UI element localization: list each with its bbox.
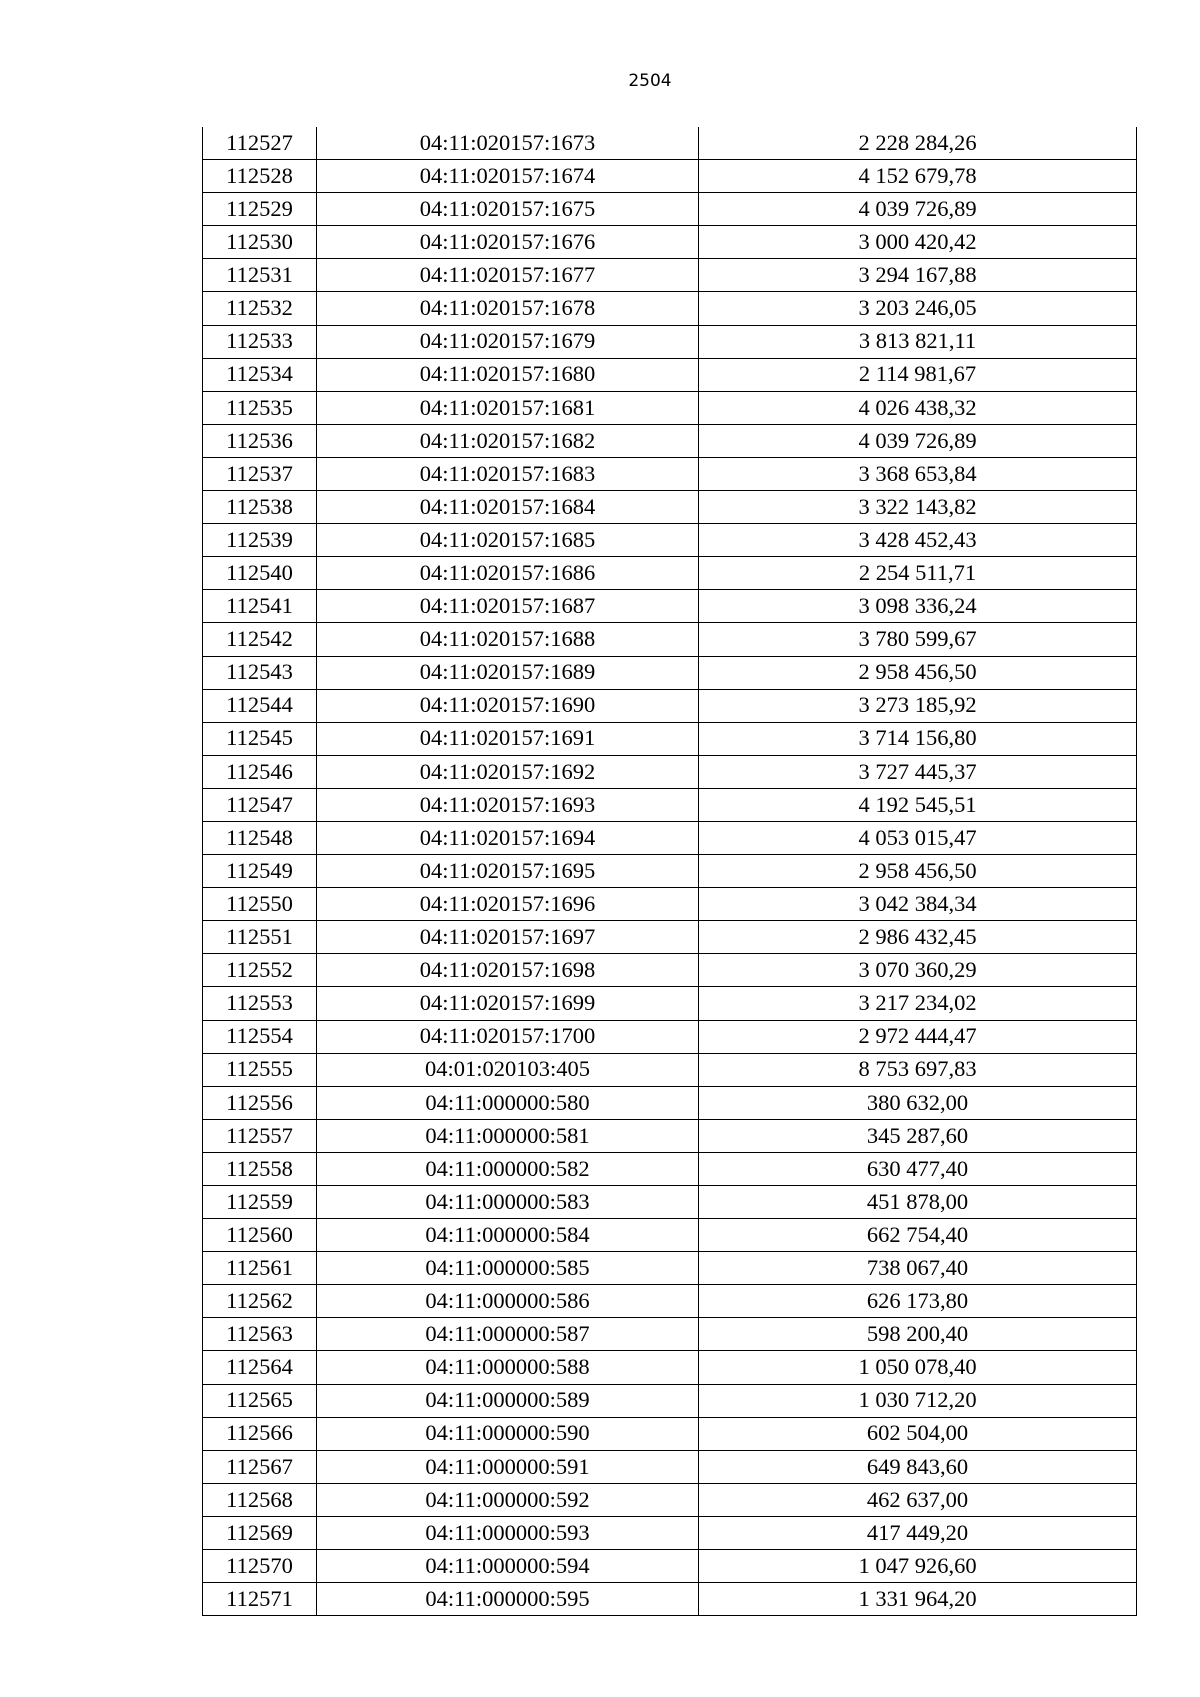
table-row [203, 226, 1137, 259]
cadastral-value-cell: 4 152 679,78 [699, 160, 1137, 193]
cadastral-value-cell: 3 714 156,80 [699, 722, 1137, 755]
cadastral-number-cell: 04:11:020157:1682 [317, 424, 699, 457]
cadastral-value-cell: 3 428 452,43 [699, 524, 1137, 557]
cadastral-value-cell: 3 273 185,92 [699, 689, 1137, 722]
row-number-cell: 112542 [203, 623, 317, 656]
cadastral-value-cell: 462 637,00 [699, 1483, 1137, 1516]
table-row [203, 855, 1137, 888]
cadastral-value-cell: 4 026 438,32 [699, 391, 1137, 424]
cadastral-value-cell: 3 813 821,11 [699, 325, 1137, 358]
cadastral-number-cell: 04:11:020157:1691 [317, 722, 699, 755]
row-number-cell: 112567 [203, 1450, 317, 1483]
cadastral-value-cell: 3 000 420,42 [699, 226, 1137, 259]
row-number-cell: 112531 [203, 259, 317, 292]
cadastral-number-cell: 04:11:020157:1696 [317, 888, 699, 921]
table-row [203, 1417, 1137, 1450]
row-number-cell: 112541 [203, 590, 317, 623]
cadastral-number-cell: 04:11:020157:1673 [317, 127, 699, 160]
row-number-cell: 112552 [203, 954, 317, 987]
row-number-cell: 112562 [203, 1285, 317, 1318]
table-row [203, 127, 1137, 160]
cadastral-value-cell: 2 972 444,47 [699, 1020, 1137, 1053]
table-row [203, 424, 1137, 457]
cadastral-number-cell: 04:11:020157:1678 [317, 292, 699, 325]
row-number-cell: 112560 [203, 1219, 317, 1252]
cadastral-value-cell: 4 192 545,51 [699, 788, 1137, 821]
row-number-cell: 112570 [203, 1550, 317, 1583]
row-number-cell: 112530 [203, 226, 317, 259]
table-row [203, 292, 1137, 325]
row-number-cell: 112532 [203, 292, 317, 325]
cadastral-number-cell: 04:11:020157:1695 [317, 855, 699, 888]
row-number-cell: 112551 [203, 921, 317, 954]
table-row [203, 1450, 1137, 1483]
cadastral-number-cell: 04:11:020157:1677 [317, 259, 699, 292]
table-row [203, 623, 1137, 656]
cadastral-value-cell: 649 843,60 [699, 1450, 1137, 1483]
cadastral-value-cell: 3 217 234,02 [699, 987, 1137, 1020]
cadastral-number-cell: 04:11:000000:587 [317, 1318, 699, 1351]
row-number-cell: 112555 [203, 1053, 317, 1086]
cadastral-number-cell: 04:11:000000:592 [317, 1483, 699, 1516]
cadastral-number-cell: 04:11:000000:580 [317, 1086, 699, 1119]
row-number-cell: 112565 [203, 1384, 317, 1417]
cadastral-number-cell: 04:11:020157:1679 [317, 325, 699, 358]
row-number-cell: 112554 [203, 1020, 317, 1053]
cadastral-value-cell: 662 754,40 [699, 1219, 1137, 1252]
row-number-cell: 112529 [203, 193, 317, 226]
table-row [203, 1516, 1137, 1549]
table-row [203, 457, 1137, 490]
row-number-cell: 112563 [203, 1318, 317, 1351]
cadastral-value-cell: 3 203 246,05 [699, 292, 1137, 325]
cadastral-value-table [202, 127, 1137, 1616]
cadastral-number-cell: 04:11:020157:1699 [317, 987, 699, 1020]
table-row [203, 821, 1137, 854]
row-number-cell: 112549 [203, 855, 317, 888]
cadastral-value-cell: 2 986 432,45 [699, 921, 1137, 954]
cadastral-value-cell: 3 727 445,37 [699, 755, 1137, 788]
cadastral-value-cell: 1 050 078,40 [699, 1351, 1137, 1384]
cadastral-number-cell: 04:11:020157:1692 [317, 755, 699, 788]
row-number-cell: 112543 [203, 656, 317, 689]
table-row [203, 1086, 1137, 1119]
cadastral-value-cell: 1 030 712,20 [699, 1384, 1137, 1417]
row-number-cell: 112527 [203, 127, 317, 160]
table-row [203, 1119, 1137, 1152]
table-row [203, 259, 1137, 292]
row-number-cell: 112557 [203, 1119, 317, 1152]
cadastral-number-cell: 04:11:000000:584 [317, 1219, 699, 1252]
table-row [203, 391, 1137, 424]
cadastral-number-cell: 04:01:020103:405 [317, 1053, 699, 1086]
cadastral-value-cell: 3 368 653,84 [699, 457, 1137, 490]
row-number-cell: 112528 [203, 160, 317, 193]
table-body [203, 127, 1137, 1616]
table-row [203, 524, 1137, 557]
cadastral-number-cell: 04:11:020157:1697 [317, 921, 699, 954]
cadastral-value-cell: 345 287,60 [699, 1119, 1137, 1152]
row-number-cell: 112544 [203, 689, 317, 722]
row-number-cell: 112536 [203, 424, 317, 457]
page-number: 2504 [628, 71, 672, 91]
row-number-cell: 112566 [203, 1417, 317, 1450]
row-number-cell: 112548 [203, 821, 317, 854]
table-row [203, 160, 1137, 193]
cadastral-value-cell: 1 331 964,20 [699, 1583, 1137, 1616]
cadastral-value-cell: 451 878,00 [699, 1186, 1137, 1219]
cadastral-number-cell: 04:11:000000:594 [317, 1550, 699, 1583]
cadastral-value-cell: 602 504,00 [699, 1417, 1137, 1450]
cadastral-value-cell: 3 042 384,34 [699, 888, 1137, 921]
cadastral-value-cell: 3 780 599,67 [699, 623, 1137, 656]
row-number-cell: 112540 [203, 557, 317, 590]
cadastral-value-cell: 630 477,40 [699, 1152, 1137, 1185]
row-number-cell: 112559 [203, 1186, 317, 1219]
cadastral-value-cell: 3 070 360,29 [699, 954, 1137, 987]
row-number-cell: 112568 [203, 1483, 317, 1516]
cadastral-number-cell: 04:11:020157:1700 [317, 1020, 699, 1053]
cadastral-number-cell: 04:11:020157:1687 [317, 590, 699, 623]
cadastral-number-cell: 04:11:020157:1680 [317, 358, 699, 391]
row-number-cell: 112539 [203, 524, 317, 557]
cadastral-number-cell: 04:11:020157:1694 [317, 821, 699, 854]
row-number-cell: 112571 [203, 1583, 317, 1616]
cadastral-value-cell: 598 200,40 [699, 1318, 1137, 1351]
table-row [203, 722, 1137, 755]
cadastral-number-cell: 04:11:000000:581 [317, 1119, 699, 1152]
row-number-cell: 112556 [203, 1086, 317, 1119]
cadastral-number-cell: 04:11:020157:1681 [317, 391, 699, 424]
table-row [203, 656, 1137, 689]
table-row [203, 1186, 1137, 1219]
cadastral-value-cell: 2 114 981,67 [699, 358, 1137, 391]
cadastral-value-cell: 1 047 926,60 [699, 1550, 1137, 1583]
row-number-cell: 112545 [203, 722, 317, 755]
row-number-cell: 112550 [203, 888, 317, 921]
table-row [203, 325, 1137, 358]
table-row [203, 1053, 1137, 1086]
table-row [203, 1219, 1137, 1252]
row-number-cell: 112569 [203, 1516, 317, 1549]
cadastral-number-cell: 04:11:020157:1690 [317, 689, 699, 722]
cadastral-value-cell: 2 254 511,71 [699, 557, 1137, 590]
table-row [203, 193, 1137, 226]
table-row [203, 358, 1137, 391]
cadastral-value-cell: 380 632,00 [699, 1086, 1137, 1119]
table-row [203, 888, 1137, 921]
cadastral-value-cell: 626 173,80 [699, 1285, 1137, 1318]
cadastral-number-cell: 04:11:000000:586 [317, 1285, 699, 1318]
table-row [203, 954, 1137, 987]
row-number-cell: 112564 [203, 1351, 317, 1384]
row-number-cell: 112537 [203, 457, 317, 490]
row-number-cell: 112533 [203, 325, 317, 358]
table-row [203, 1285, 1137, 1318]
cadastral-value-cell: 3 294 167,88 [699, 259, 1137, 292]
cadastral-number-cell: 04:11:020157:1698 [317, 954, 699, 987]
cadastral-value-cell: 738 067,40 [699, 1252, 1137, 1285]
cadastral-number-cell: 04:11:000000:589 [317, 1384, 699, 1417]
cadastral-number-cell: 04:11:020157:1676 [317, 226, 699, 259]
row-number-cell: 112534 [203, 358, 317, 391]
row-number-cell: 112558 [203, 1152, 317, 1185]
cadastral-value-cell: 4 053 015,47 [699, 821, 1137, 854]
cadastral-number-cell: 04:11:000000:588 [317, 1351, 699, 1384]
cadastral-number-cell: 04:11:020157:1683 [317, 457, 699, 490]
table-row [203, 1351, 1137, 1384]
cadastral-number-cell: 04:11:020157:1693 [317, 788, 699, 821]
table-row [203, 557, 1137, 590]
table-row [203, 755, 1137, 788]
cadastral-value-cell: 2 958 456,50 [699, 656, 1137, 689]
cadastral-value-cell: 3 322 143,82 [699, 491, 1137, 524]
table-row [203, 1384, 1137, 1417]
row-number-cell: 112535 [203, 391, 317, 424]
cadastral-value-cell: 4 039 726,89 [699, 193, 1137, 226]
cadastral-value-cell: 8 753 697,83 [699, 1053, 1137, 1086]
table-row [203, 987, 1137, 1020]
table-row [203, 1318, 1137, 1351]
table-row [203, 921, 1137, 954]
row-number-cell: 112553 [203, 987, 317, 1020]
cadastral-value-cell: 3 098 336,24 [699, 590, 1137, 623]
cadastral-number-cell: 04:11:000000:590 [317, 1417, 699, 1450]
row-number-cell: 112538 [203, 491, 317, 524]
cadastral-number-cell: 04:11:020157:1688 [317, 623, 699, 656]
cadastral-number-cell: 04:11:000000:595 [317, 1583, 699, 1616]
row-number-cell: 112546 [203, 755, 317, 788]
cadastral-number-cell: 04:11:020157:1684 [317, 491, 699, 524]
table-row [203, 1252, 1137, 1285]
table-row [203, 788, 1137, 821]
cadastral-number-cell: 04:11:020157:1675 [317, 193, 699, 226]
table-row [203, 590, 1137, 623]
cadastral-number-cell: 04:11:020157:1674 [317, 160, 699, 193]
cadastral-number-cell: 04:11:000000:591 [317, 1450, 699, 1483]
table-row [203, 1550, 1137, 1583]
table-row [203, 689, 1137, 722]
cadastral-value-cell: 2 228 284,26 [699, 127, 1137, 160]
table-row [203, 1152, 1137, 1185]
cadastral-number-cell: 04:11:020157:1686 [317, 557, 699, 590]
cadastral-number-cell: 04:11:000000:582 [317, 1152, 699, 1185]
cadastral-value-cell: 417 449,20 [699, 1516, 1137, 1549]
cadastral-number-cell: 04:11:020157:1689 [317, 656, 699, 689]
cadastral-number-cell: 04:11:000000:585 [317, 1252, 699, 1285]
row-number-cell: 112547 [203, 788, 317, 821]
cadastral-value-cell: 4 039 726,89 [699, 424, 1137, 457]
cadastral-number-cell: 04:11:000000:593 [317, 1516, 699, 1549]
table-row [203, 491, 1137, 524]
table-row [203, 1020, 1137, 1053]
cadastral-number-cell: 04:11:000000:583 [317, 1186, 699, 1219]
cadastral-value-cell: 2 958 456,50 [699, 855, 1137, 888]
table-row [203, 1583, 1137, 1616]
row-number-cell: 112561 [203, 1252, 317, 1285]
table-row [203, 1483, 1137, 1516]
cadastral-number-cell: 04:11:020157:1685 [317, 524, 699, 557]
